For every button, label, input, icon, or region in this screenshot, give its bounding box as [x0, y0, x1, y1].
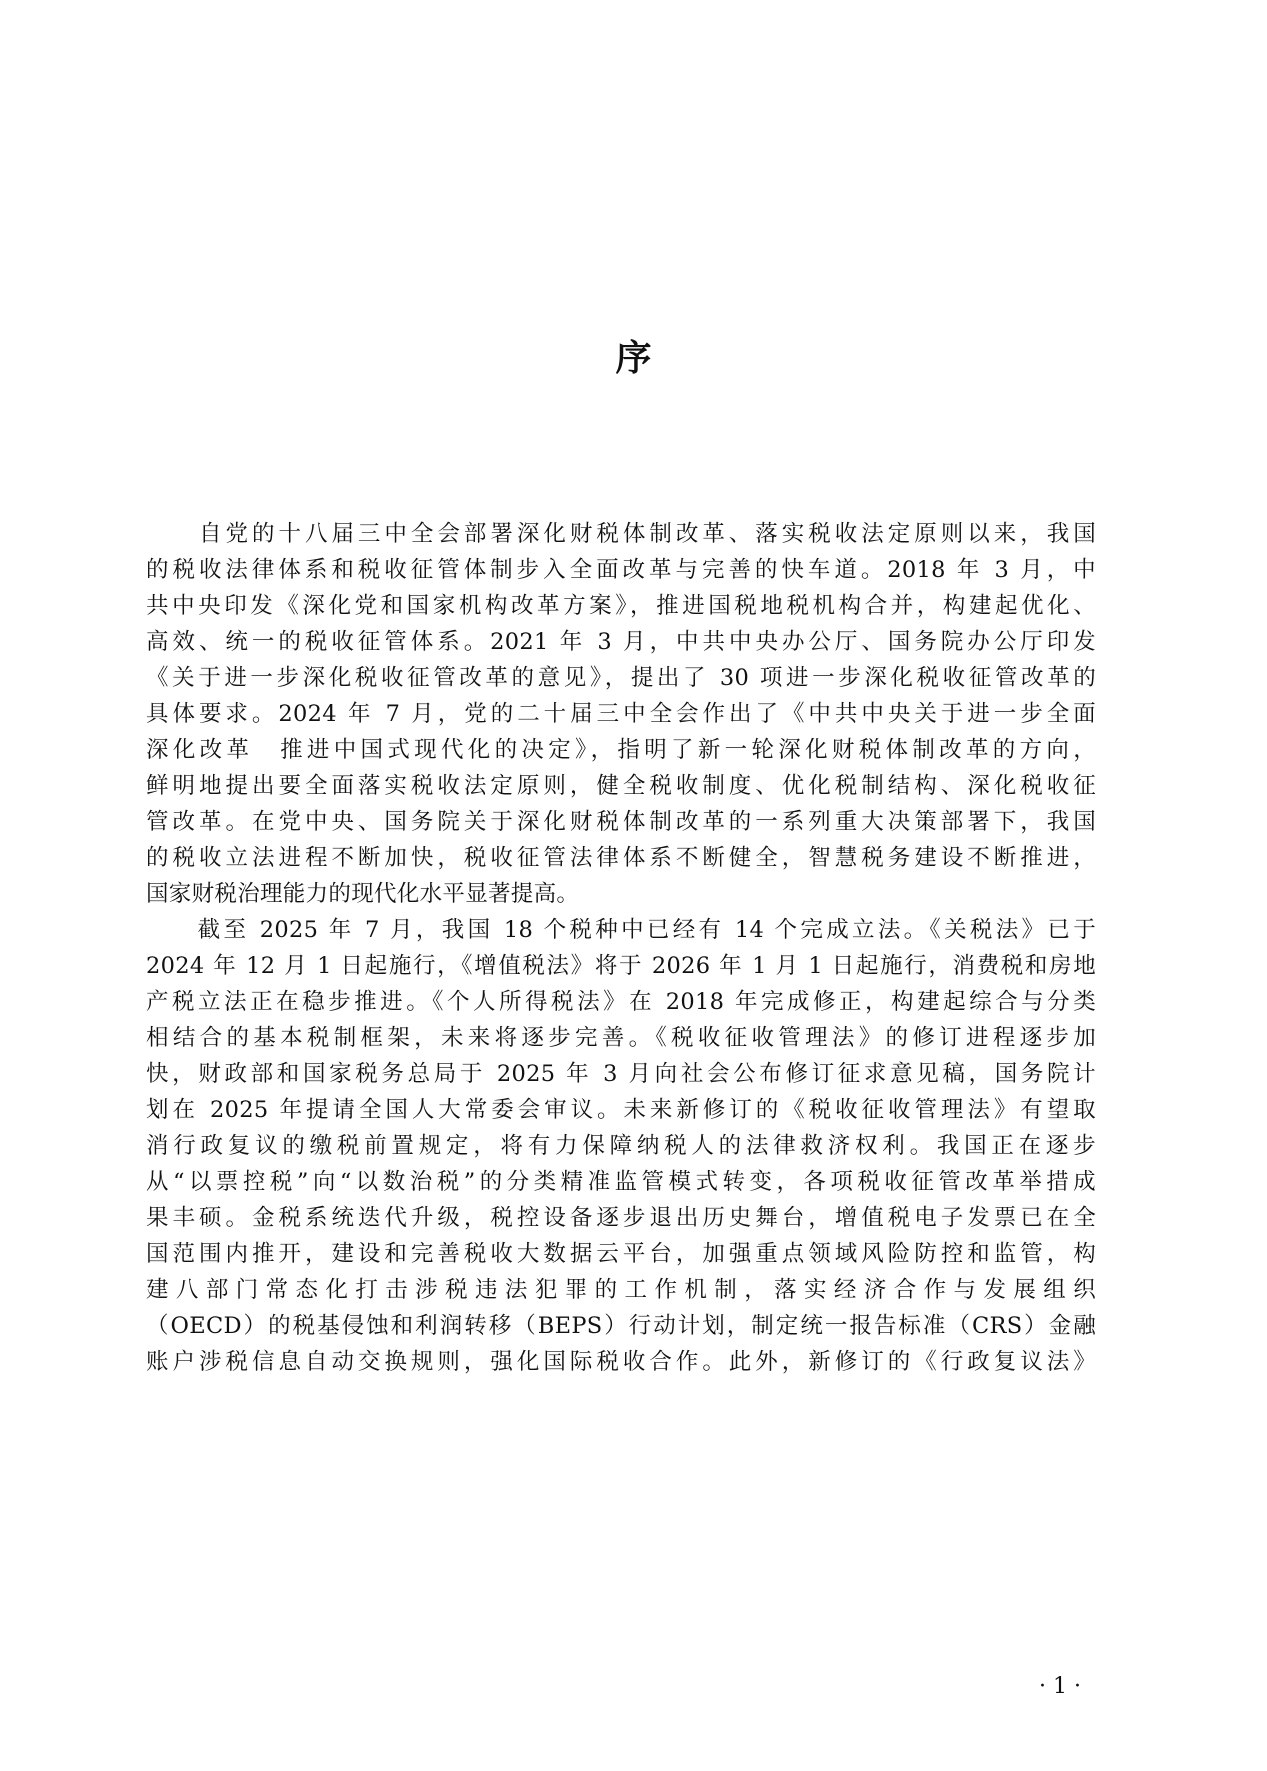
page-title: 序: [615, 337, 652, 379]
text-line: 2024 年 12 月 1 日起施行，《增值税法》将于 2026 年 1 月 1 日起施行，消费税和房地: [146, 953, 1096, 979]
text-line: 管改革。在党中央、国务院关于深化财税体制改革的一系列重大决策部署下，我国: [146, 809, 1096, 835]
text-line: 具体要求。2024 年 7 月，党的二十届三中全会作出了《中共中央关于进一步全面: [146, 701, 1096, 727]
text-line: （OECD）的税基侵蚀和利润转移（BEPS）行动计划，制定统一报告标准（CRS）金融: [146, 1313, 1096, 1339]
page-number: · 1 ·: [1039, 1674, 1081, 1699]
text-line: 消行政复议的缴税前置规定，将有力保障纳税人的法律救济权利。我国正在逐步: [146, 1133, 1096, 1159]
text-line: 建八部门常态化打击涉税违法犯罪的工作机制，落实经济合作与发展组织: [146, 1277, 1096, 1303]
text-line: 产税立法正在稳步推进。《个人所得税法》在 2018 年完成修正，构建起综合与分类: [146, 989, 1096, 1015]
text-line: 《关于进一步深化税收征管改革的意见》，提出了 30 项进一步深化税收征管改革的: [146, 665, 1096, 691]
text-line: 国范围内推开，建设和完善税收大数据云平台，加强重点领域风险防控和监管，构: [146, 1241, 1096, 1267]
text-line: 国家财税治理能力的现代化水平显著提高。: [146, 881, 580, 907]
text-line: 的税收立法进程不断加快，税收征管法律体系不断健全，智慧税务建设不断推进，: [146, 845, 1096, 871]
text-line: 自党的十八届三中全会部署深化财税体制改革、落实税收法定原则以来，我国: [146, 521, 1096, 547]
text-line: 账户涉税信息自动交换规则，强化国际税收合作。此外，新修订的《行政复议法》: [146, 1349, 1096, 1375]
text-line: 鲜明地提出要全面落实税收法定原则，健全税收制度、优化税制结构、深化税收征: [146, 773, 1096, 799]
text-line: 的税收法律体系和税收征管体制步入全面改革与完善的快车道。2018 年 3 月，中: [146, 557, 1096, 583]
text-line: 共中央印发《深化党和国家机构改革方案》，推进国税地税机构合并，构建起优化、: [146, 593, 1096, 619]
text-line: 高效、统一的税收征管体系。2021 年 3 月，中共中央办公厅、国务院办公厅印发: [146, 629, 1096, 655]
text-line: 深化改革 推进中国式现代化的决定》，指明了新一轮深化财税体制改革的方向，: [146, 737, 1096, 763]
text-line: 从“以票控税”向“以数治税”的分类精准监管模式转变，各项税收征管改革举措成: [146, 1169, 1096, 1195]
text-line: 快，财政部和国家税务总局于 2025 年 3 月向社会公布修订征求意见稿，国务院计: [146, 1061, 1096, 1087]
text-line: 相结合的基本税制框架，未来将逐步完善。《税收征收管理法》的修订进程逐步加: [146, 1025, 1096, 1051]
text-line: 果丰硕。金税系统迭代升级，税控设备逐步退出历史舞台，增值税电子发票已在全: [146, 1205, 1096, 1231]
text-line: 划在 2025 年提请全国人大常委会审议。未来新修订的《税收征收管理法》有望取: [146, 1097, 1096, 1123]
text-line: 截至 2025 年 7 月，我国 18 个税种中已经有 14 个完成立法。《关税法》已于: [146, 917, 1096, 943]
